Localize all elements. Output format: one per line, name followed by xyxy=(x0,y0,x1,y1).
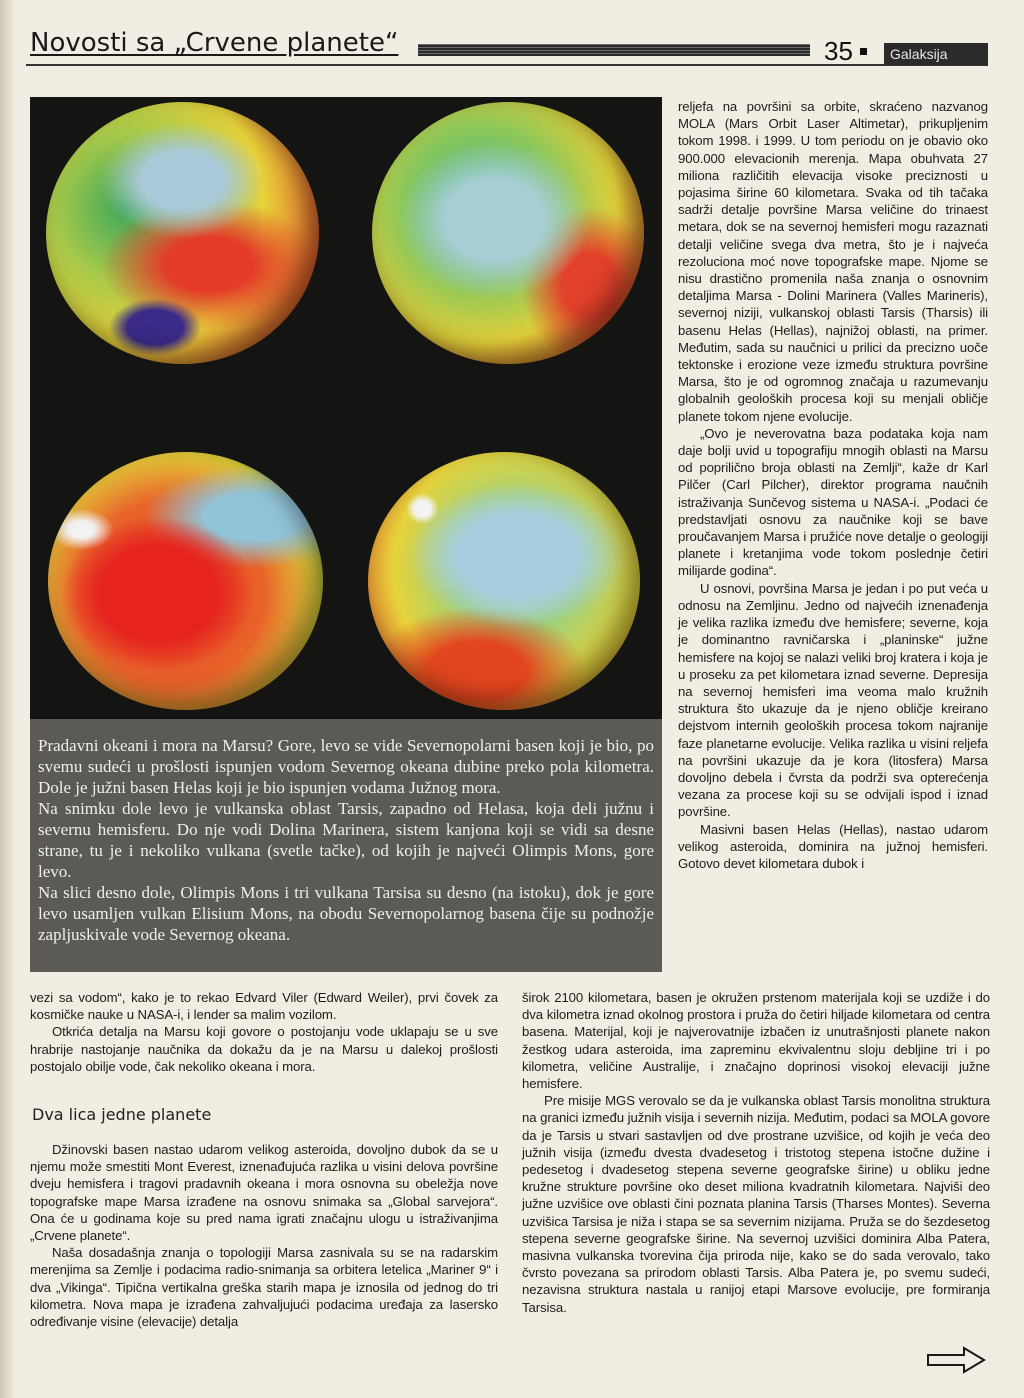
caption-paragraph: Na slici desno dole, Olimpis Mons i tri vulkana Tarsisa su desno (na istoku), dok je gore levo usamljen vulkan Elisium Mons, na obodu Severnopolarnog basena čije su podnožje zapljuskivale vode Severnog okeana. xyxy=(38,883,654,944)
header-bullet-icon xyxy=(860,48,867,55)
page-edge xyxy=(0,0,14,1398)
caption-paragraph: Na snimku dole levo je vulkanska oblast Tarsis, zapadno od Helasa, koja deli južnu i severnu hemisferu. Do nje vodi Dolina Marinera, sistem kanjona koji se vidi sa desne strane, tu je i nekoliko vulkana (svetle tačke), od kojih je najveći Olimpis Mons, gore levo. xyxy=(38,799,654,881)
article-column-left-bottom xyxy=(30,989,498,1075)
article-paragraph: Džinovski basen nastao udarom velikog asteroida, dovoljno dubok da se u njemu može smestiti Mont Everest, iznenađujuća razlika u visini delova površine dveju hemisfera i tragovi pradavnih okeana i mora osnovna su obeležja nove topografske mape Marsa izrađene na osnovu snimaka sa „Global sarvejora“. Ona će u godinama koje su pred nama igrati značajnu ulogu u istraživanjima „Crvene planete“. xyxy=(30,1142,498,1244)
mars-globe-north-hemisphere xyxy=(372,102,644,364)
article-paragraph: „Ovo je neverovatna baza podataka koja nam daje bolji uvid u topografiju mnogih oblasti na Marsu od poprilično broja oblasti na Zemlji“, kaže dr Karl Pilčer (Carl Pilcher), direktor programa naučnih istraživanja Sunčevog sistema u NASA-i. „Podaci će predstavljati osnovu za naučnike koji se bave proučavanjem Marsa i pružiće nove detalje o geologiji planete i kretanjima vode tokom poslednje četiri milijarde godina“. xyxy=(678,425,988,579)
article-paragraph: Otkrića detalja na Marsu koji govore o postojanju vode uklapaju se u sve hrabrije nastojanje naučnika da dokažu da je na Marsu u dalekoj prošlosti postojalo obilje vode, čak nekoliko okeana i mora. xyxy=(30,1024,498,1074)
article-column-right-bottom xyxy=(522,989,990,1316)
section-badge: Galaksija xyxy=(884,43,988,65)
header-decorative-bar xyxy=(418,44,810,56)
article-paragraph: reljefa na površini sa orbite, skraćeno nazvanog MOLA (Mars Orbit Laser Altimetar), prikupljenim tokom 1998. i 1999. U tom periodu on je obavio oko 900.000 elevacionih merenja. Mapa obuhvata 27 miliona različitih elevacija visoke preciznosti u pojasima širine 60 kilometara. Svaka od tih tačaka sadrži detalje površine Marsa veličine do trinaest metara, dok se na severnoj hemisferi mogu razaznati detalji veličine svega dva metra, što je i najveća rezoluciona moć nove topografske mape. Njome se nisu drastično promenila naša znanja o osnovnim detaljima Marsa - Dolini Marinera (Valles Marineris), severnoj niziji, vulkanskoj oblasti Tarsis (Tharsis) ili basenu Helas (Hellas), najnižoj oblasti, na primer. Međutim, sada su naučnici u prilici da precizno uoče tektonske i erozione veze između struktura površine Marsa, što je od ogromnog značaja u razumevanju globalnih geoloških procesa koji su menjali obličje planete tokom njene evolucije. xyxy=(678,99,988,424)
article-paragraph: U osnovi, površina Marsa je jedan i po put veća u odnosu na Zemljinu. Jedno od najvećih iznenađenja je velika razlika između dve hemisfere; severne, koja je dominantno ravničarska i „planinske“ južne hemisfere na kojoj se nalazi veliki broj kratera i koja je u proseku za pet kilometara iznad severne. Depresija na severnoj hemisferi ima veoma malo kružnih struktura što ukazuje da je njeno obličje kreirano dejstvom internih geoloških procesa tokom najranije faze planetarne evolucije. Velika razlika u visini reljefa na površini ukazuje da je kora (litosfera) Marsa dovoljno debela i čvrsta da podrži sva opterećenja vezana za procese koji su se odvijali ispod i iznad površine. xyxy=(678,580,988,820)
mars-topography-figure xyxy=(30,97,662,972)
mars-globe-elysium xyxy=(368,452,640,710)
next-page-arrow-icon xyxy=(926,1345,986,1375)
article-paragraph: Pre misije MGS verovalo se da je vulkanska oblast Tarsis monolitna struktura na granici između južnih visija i severnih nizija. Međutim, podaci sa MOLA govore da je Tarsis u stvari sastavljen od dve prostrane uzvišice, od kojih je veća deo južnih visija (između dvesta dvadesetog i tristotog stepena istočne dužine i pedesetog i dvadesetog stepena severne geografske širine) u obliku jedne kružne strukture površine oko deset miliona kvadratnih kilometara. Najviši deo južne uzvišice ove oblasti čini poznata planina Tarsis (Tharses Montes). Severna uzvišica Tarsisa je niža i stapa se sa severnim nizijama. Pruža se do šezdesetog stepena severne geografske širine. Na severnoj uzvišici dominira Alba Patera, masivna vulkanska tvorevina čija priroda nije, kako se do sada verovalo, tako čvrsto povezana sa prirodom oblasti Tarsis. Alba Patera je, po svemu sudeći, nezavisna struktura nastala u ranijoj etapi Marsove evolucije, pre formiranja Tarsisa. xyxy=(522,1093,990,1315)
page-number: 35 xyxy=(824,36,853,66)
article-paragraph: širok 2100 kilometara, basen je okružen prstenom materijala koji se uzdiže i do dva kilometra iznad okolnog prostora i pruža do četiri hiljade kilometara od centra basena. Materijal, koji je najverovatnije izbačen iz unutrašnjosti planete nakon žestkog udara asteroida, ima zapreminu ekvivalentnu sloju debljine tri i po kilometra, veličine Australije, i značajno doprinosi visokoj elevaciji južne hemisfere. xyxy=(522,990,990,1092)
article-paragraph: Masivni basen Helas (Hellas), nastao udarom velikog asteroida, dominira na južnoj hemisferi. Gotovo devet kilometara dubok i xyxy=(678,821,988,871)
mars-globe-north-polar-basin xyxy=(46,102,319,364)
article-column-left-bottom-2 xyxy=(30,1141,498,1330)
section-subheading: Dva lica jedne planete xyxy=(32,1105,212,1124)
page-header-title: Novosti sa „Crvene planete“ xyxy=(30,28,399,58)
figure-caption xyxy=(30,719,662,972)
mars-globe-tharsis xyxy=(48,452,323,710)
caption-paragraph: Pradavni okeani i mora na Marsu? Gore, levo se vide Severnopolarni basen koji je bio, po svemu sudeći u prošlosti ispunjen vodom Severnog okeana dubine preko pola kilometra. Dole je južni basen Helas koji je bio ispunjen vodama Južnog mora. xyxy=(38,736,654,797)
article-column-right-top xyxy=(678,98,988,872)
article-paragraph: vezi sa vodom“, kako je to rekao Edvard Viler (Edward Weiler), prvi čovek za kosmičke nauke u NASA-i, i lender sa malim vozilom. xyxy=(30,990,498,1023)
article-paragraph: Naša dosadašnja znanja o topologiji Marsa zasnivala su se na radarskim merenjima sa Zemlje i podacima radio-snimanja sa orbitera letelica „Mariner 9“ i dva „Vikinga“. Tipična vertikalna greška starih mapa je iznosila od jednog do tri kilometra. Nova mapa je izrađena zahvaljujući podacima uređaja za lasersko određivanje visine (elevacije) detalja xyxy=(30,1245,498,1330)
